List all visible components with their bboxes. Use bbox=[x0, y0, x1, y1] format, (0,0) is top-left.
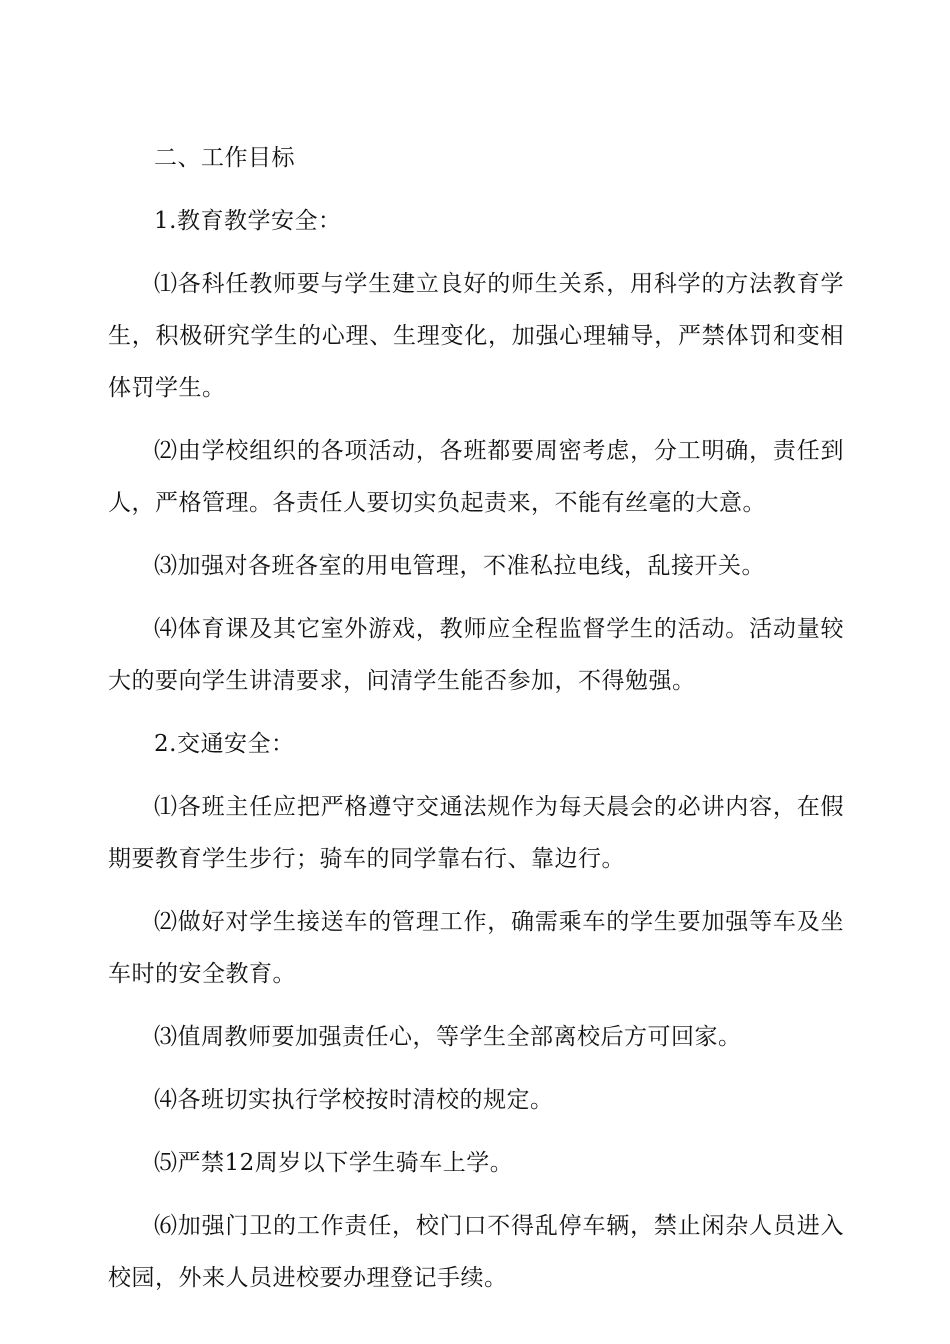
paragraph-traffic-item-3: ⑶值周教师要加强责任心，等学生全部离校后方可回家。 bbox=[154, 1024, 742, 1050]
paragraph-traffic-item-6: ⑹加强门卫的工作责任，校门口不得乱停车辆，禁止闲杂人员进入校园，外来人员进校要办理登记手续。 bbox=[108, 1213, 844, 1291]
document-body bbox=[108, 132, 844, 1315]
paragraph-traffic-item-5: ⑸严禁12周岁以下学生骑车上学。 bbox=[154, 1150, 514, 1176]
paragraph-traffic-item-2: ⑵做好对学生接送车的管理工作，确需乘车的学生要加强等车及坐车时的安全教育。 bbox=[108, 909, 844, 987]
section-heading-work-goals: 二、工作目标 bbox=[154, 145, 295, 171]
paragraph-traffic-item-4: ⑷各班切实执行学校按时清校的规定。 bbox=[154, 1087, 554, 1113]
paragraph-teaching-item-1: ⑴各科任教师要与学生建立良好的师生关系，用科学的方法教育学生，积极研究学生的心理、生理变化，加强心理辅导，严禁体罚和变相体罚学生。 bbox=[108, 271, 844, 401]
subheading-teaching-safety: 1.教育教学安全： bbox=[154, 208, 342, 234]
paragraph-teaching-item-4: ⑷体育课及其它室外游戏，教师应全程监督学生的活动。活动量较大的要向学生讲清要求，问清学生能否参加，不得勉强。 bbox=[108, 616, 844, 694]
subheading-traffic-safety: 2.交通安全： bbox=[154, 731, 295, 757]
paragraph-teaching-item-3: ⑶加强对各班各室的用电管理，不准私拉电线，乱接开关。 bbox=[154, 553, 765, 579]
paragraph-teaching-item-2: ⑵由学校组织的各项活动，各班都要周密考虑，分工明确，责任到人，严格管理。各责任人要切实负起责来，不能有丝毫的大意。 bbox=[108, 438, 844, 516]
paragraph-traffic-item-1: ⑴各班主任应把严格遵守交通法规作为每天晨会的必讲内容，在假期要教育学生步行；骑车的同学靠右行、靠边行。 bbox=[108, 794, 844, 872]
